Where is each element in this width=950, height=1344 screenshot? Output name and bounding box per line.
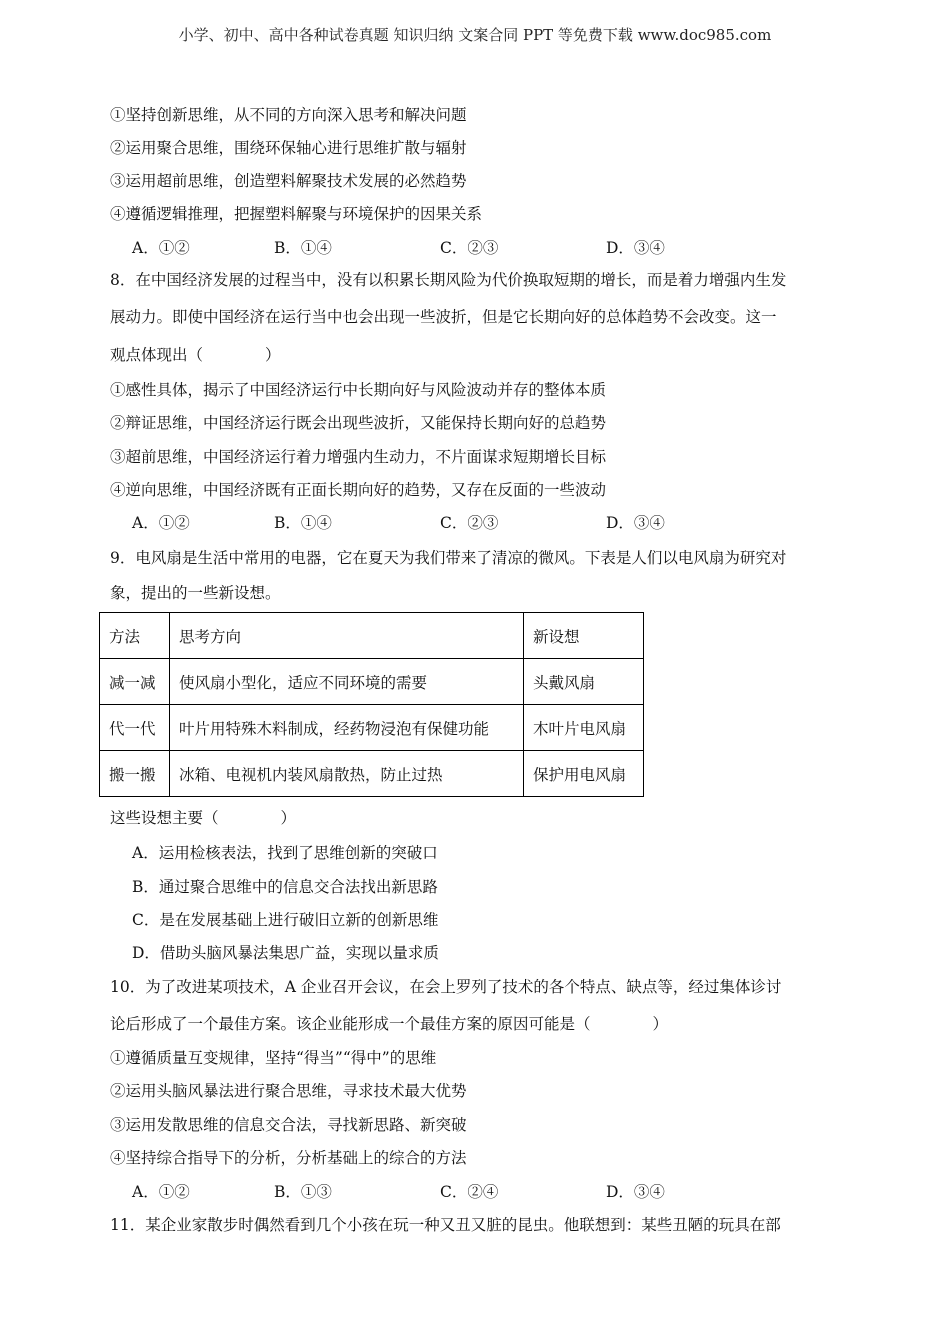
table-cell: 代一代 [100, 705, 170, 751]
table-cell: 使风扇小型化，适应不同环境的需要 [170, 659, 524, 705]
q9-after-table: 这些设想主要（ ） [110, 809, 297, 827]
q7-item-2: ②运用聚合思维，围绕环保轴心进行思维扩散与辐射 [110, 139, 467, 157]
q7-item-4: ④遵循逻辑推理，把握塑料解聚与环境保护的因果关系 [110, 205, 483, 223]
q10-option-a[interactable]: A．①② [132, 1183, 190, 1201]
table-header-cell: 方法 [100, 613, 170, 659]
page-header: 小学、初中、高中各种试卷真题 知识归纳 文案合同 PPT 等免费下载 www.doc985.com [178, 26, 772, 44]
q7-item-1: ①坚持创新思维，从不同的方向深入思考和解决问题 [110, 106, 467, 124]
table-cell: 头戴风扇 [524, 659, 644, 705]
table-header-cell: 新设想 [524, 613, 644, 659]
idea-table [99, 612, 644, 797]
q8-option-d[interactable]: D．③④ [606, 514, 665, 532]
q8-option-c[interactable]: C．②③ [440, 514, 499, 532]
q8-option-a[interactable]: A．①② [132, 514, 190, 532]
q7-options [132, 236, 692, 258]
table-header-row [100, 613, 644, 659]
q10-option-c[interactable]: C．②④ [440, 1183, 499, 1201]
q7-option-c[interactable]: C．②③ [440, 239, 499, 257]
q8-item-1: ①感性具体，揭示了中国经济运行中长期向好与风险波动并存的整体本质 [110, 381, 607, 399]
q10-item-3: ③运用发散思维的信息交合法，寻找新思路、新突破 [110, 1116, 467, 1134]
q9-choice-b[interactable]: B．通过聚合思维中的信息交合法找出新思路 [132, 878, 438, 896]
q10-item-2: ②运用头脑风暴法进行聚合思维，寻求技术最大优势 [110, 1082, 467, 1100]
q8-option-b[interactable]: B．①④ [274, 514, 332, 532]
q8-stem-line-3: 观点体现出（ ） [110, 346, 281, 364]
q8-stem-line-2: 展动力。即使中国经济在运行当中也会出现一些波折，但是它长期向好的总体趋势不会改变。这一 [110, 308, 777, 326]
q10-option-d[interactable]: D．③④ [606, 1183, 665, 1201]
q10-options [132, 1180, 692, 1202]
q10-stem-line-2: 论后形成了一个最佳方案。该企业能形成一个最佳方案的原因可能是（ ） [110, 1015, 669, 1033]
q10-item-4: ④坚持综合指导下的分析，分析基础上的综合的方法 [110, 1149, 467, 1167]
table-cell: 减一减 [100, 659, 170, 705]
q8-options [132, 511, 692, 533]
table-cell: 叶片用特殊木料制成，经药物浸泡有保健功能 [170, 705, 524, 751]
table-header-cell: 思考方向 [170, 613, 524, 659]
q10-stem-line-1: 10．为了改进某项技术，A 企业召开会议，在会上罗列了技术的各个特点、缺点等，经过集体诊讨 [110, 978, 782, 996]
q9-choice-d[interactable]: D．借助头脑风暴法集思广益，实现以量求质 [132, 944, 439, 962]
q7-option-d[interactable]: D．③④ [606, 239, 665, 257]
table-cell: 冰箱、电视机内装风扇散热，防止过热 [170, 751, 524, 797]
table-cell: 搬一搬 [100, 751, 170, 797]
q8-item-2: ②辩证思维，中国经济运行既会出现些波折，又能保持长期向好的总趋势 [110, 414, 607, 432]
table-cell: 保护用电风扇 [524, 751, 644, 797]
q9-stem-line-2: 象，提出的一些新设想。 [110, 584, 281, 602]
table-row [100, 659, 644, 705]
table-row [100, 705, 644, 751]
table-cell: 木叶片电风扇 [524, 705, 644, 751]
table-row [100, 751, 644, 797]
q7-option-b[interactable]: B．①④ [274, 239, 332, 257]
q8-item-3: ③超前思维，中国经济运行着力增强内生动力，不片面谋求短期增长目标 [110, 448, 607, 466]
q11-stem-line-1: 11．某企业家散步时偶然看到几个小孩在玩一种又丑又脏的昆虫。他联想到：某些丑陋的玩具在部 [110, 1216, 781, 1234]
q8-stem-line-1: 8．在中国经济发展的过程当中，没有以积累长期风险为代价换取短期的增长，而是着力增强内生发 [110, 271, 787, 289]
q10-item-1: ①遵循质量互变规律，坚持“得当”“得中”的思维 [110, 1049, 437, 1067]
q9-stem-line-1: 9．电风扇是生活中常用的电器，它在夏天为我们带来了清凉的微风。下表是人们以电风扇为研究对 [110, 549, 787, 567]
q8-item-4: ④逆向思维，中国经济既有正面长期向好的趋势，又存在反面的一些波动 [110, 481, 607, 499]
q9-choice-a[interactable]: A．运用检核表法，找到了思维创新的突破口 [132, 844, 438, 862]
q7-option-a[interactable]: A．①② [132, 239, 190, 257]
q7-item-3: ③运用超前思维，创造塑料解聚技术发展的必然趋势 [110, 172, 467, 190]
q9-choice-c[interactable]: C．是在发展基础上进行破旧立新的创新思维 [132, 911, 439, 929]
q10-option-b[interactable]: B．①③ [274, 1183, 332, 1201]
